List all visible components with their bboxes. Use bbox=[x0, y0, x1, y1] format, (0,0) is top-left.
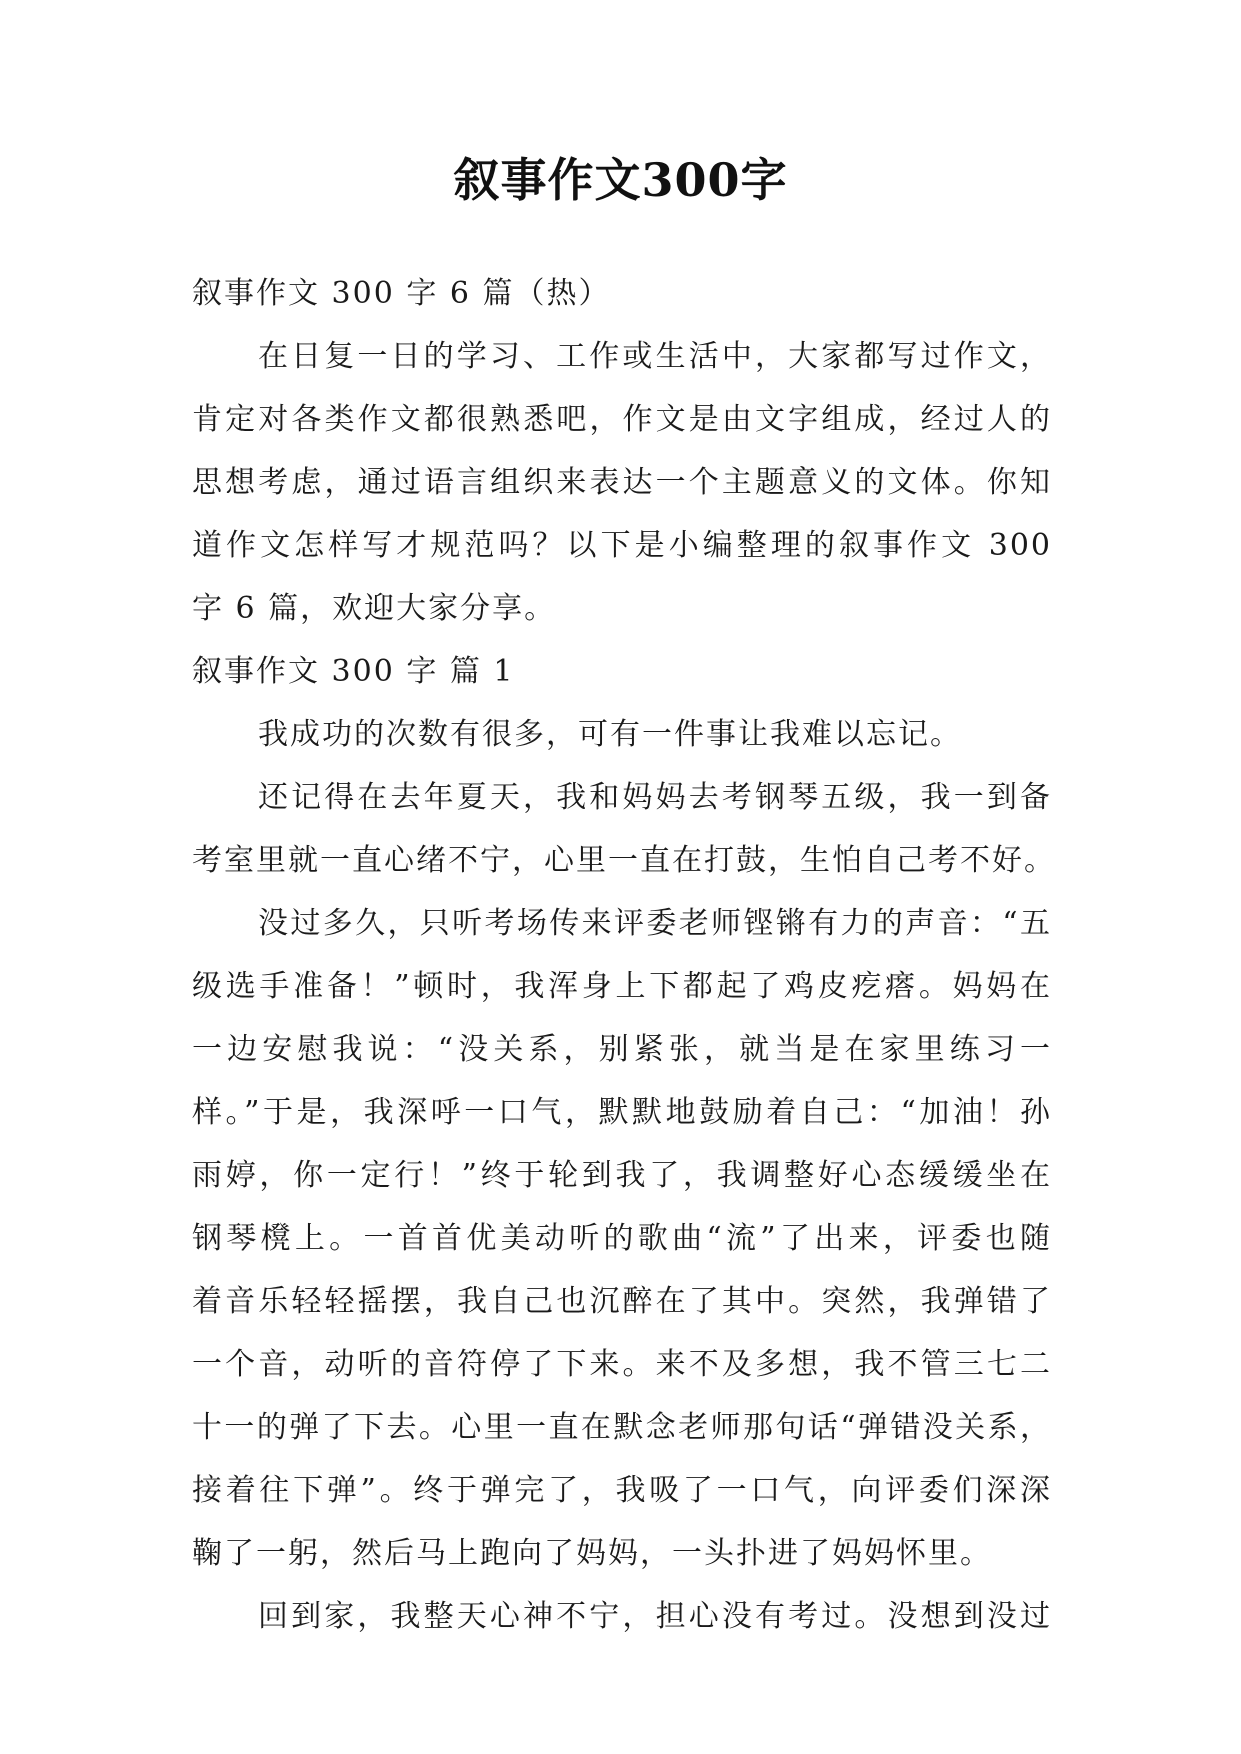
paragraph-line: 肯定对各类作文都很熟悉吧，作文是由文字组成，经过人的 bbox=[192, 402, 1052, 437]
paragraph-line: 思想考虑，通过语言组织来表达一个主题意义的文体。你知 bbox=[192, 465, 1052, 500]
paragraph-line: 钢琴櫈上。一首首优美动听的歌曲“流”了出来，评委也随 bbox=[192, 1221, 1052, 1256]
paragraph-line: 接着往下弹”。终于弹完了，我吸了一口气，向评委们深深 bbox=[192, 1473, 1052, 1508]
paragraph-line: 一边安慰我说：“没关系，别紧张，就当是在家里练习一 bbox=[192, 1032, 1052, 1067]
paragraph-line: 十一的弹了下去。心里一直在默念老师那句话“弹错没关系， bbox=[192, 1410, 1052, 1445]
paragraph-line: 雨婷，你一定行！”终于轮到我了，我调整好心态缓缓坐在 bbox=[192, 1158, 1052, 1193]
paragraph-line: 没过多久，只听考场传来评委老师铿锵有力的声音：“五 bbox=[258, 906, 1052, 941]
paragraph-line: 一个音，动听的音符停了下来。来不及多想，我不管三七二 bbox=[192, 1347, 1052, 1382]
document-body bbox=[192, 262, 1056, 1648]
paragraph-line: 道作文怎样写才规范吗？以下是小编整理的叙事作文 300 bbox=[192, 528, 1052, 563]
paragraph-line: 还记得在去年夏天，我和妈妈去考钢琴五级，我一到备 bbox=[258, 780, 1052, 815]
paragraph-line: 在日复一日的学习、工作或生活中，大家都写过作文， bbox=[258, 339, 1052, 374]
paragraph-line: 我成功的次数有很多，可有一件事让我难以忘记。 bbox=[258, 717, 962, 752]
paragraph-line: 鞠了一躬，然后马上跑向了妈妈，一头扑进了妈妈怀里。 bbox=[192, 1536, 992, 1571]
paragraph-line: 级选手准备！”顿时，我浑身上下都起了鸡皮疙瘩。妈妈在 bbox=[192, 969, 1052, 1004]
paragraph-line: 样。”于是，我深呼一口气，默默地鼓励着自己：“加油！孙 bbox=[192, 1095, 1052, 1130]
paragraph-line: 回到家，我整天心神不宁，担心没有考过。没想到没过 bbox=[258, 1599, 1052, 1634]
paragraph-line: 着音乐轻轻摇摆，我自己也沉醉在了其中。突然，我弹错了 bbox=[192, 1284, 1052, 1319]
subtitle-line: 叙事作文 300 字 6 篇（热） bbox=[192, 276, 611, 311]
paragraph-line: 考室里就一直心绪不宁，心里一直在打鼓，生怕自己考不好。 bbox=[192, 843, 1056, 878]
section-heading: 叙事作文 300 字 篇 1 bbox=[192, 654, 515, 689]
paragraph-line: 字 6 篇，欢迎大家分享。 bbox=[192, 591, 557, 626]
document-title: 叙事作文300字 bbox=[453, 153, 788, 207]
